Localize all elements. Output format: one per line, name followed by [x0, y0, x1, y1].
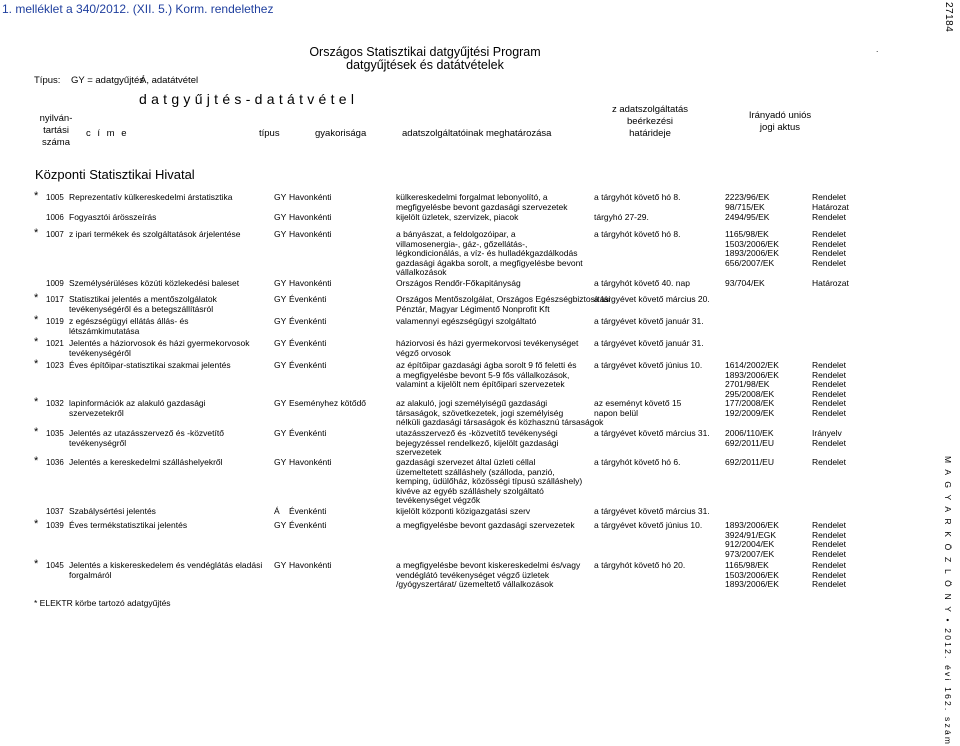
- row-law-type: Rendelet: [812, 212, 847, 222]
- row-law-ref: 1503/2006/EK: [725, 238, 779, 249]
- row-frequency: Havonkénti: [289, 212, 332, 222]
- row-frequency: Havonkénti: [289, 457, 332, 467]
- row-type: GY: [274, 294, 287, 304]
- row-number: 1035: [46, 429, 64, 438]
- row-provider: kijelölt üzletek, szervizek, piacok: [396, 212, 519, 222]
- row-law-ref: 1893/2006/EK: [725, 579, 779, 590]
- row-title: Reprezentatív külkereskedelmi árstatisztika: [69, 192, 233, 202]
- row-law-type: Rendelet: [812, 520, 847, 530]
- col-cime: c í m e: [86, 128, 129, 139]
- row-star-marker: *: [34, 455, 39, 467]
- row-star-marker: *: [34, 227, 39, 239]
- row-provider: tevékenységet végzők: [396, 495, 481, 506]
- row-frequency: Havonkénti: [289, 229, 332, 239]
- row-type: GY: [274, 338, 287, 348]
- row-provider: utazásszervező és -közvetítő tevékenységi: [396, 428, 558, 438]
- row-star-marker: *: [34, 292, 39, 304]
- row-title: Jelentés az utazásszervező és -közvetítő: [69, 428, 224, 438]
- row-law-type: Rendelet: [812, 238, 847, 249]
- row-provider: Országos Mentőszolgálat, Országos Egészségbiztosítási: [396, 294, 611, 304]
- col-meghatarozas: adatszolgáltatóinak meghatározása: [402, 128, 552, 139]
- row-provider: valamennyi egészségügyi szolgáltató: [396, 316, 537, 326]
- row-provider: légkondicionálás, a víz- és hulladékgazdálkodás: [396, 248, 578, 259]
- row-type: GY: [274, 212, 287, 222]
- row-law-type: Rendelet: [812, 257, 847, 268]
- row-law-ref: 1165/98/EK: [725, 229, 769, 239]
- row-law-ref: 2223/96/EK: [725, 192, 770, 202]
- row-law-type: Rendelet: [812, 192, 847, 202]
- row-title: forgalmáról: [69, 569, 112, 580]
- row-deadline: a tárgyévet követő június 10.: [594, 360, 703, 370]
- row-deadline: a tárgyévet követő január 31.: [594, 316, 704, 326]
- row-star-marker: *: [34, 358, 39, 370]
- section-title: Központi Statisztikai Hivatal: [35, 167, 195, 182]
- row-law-type: Rendelet: [812, 579, 847, 590]
- row-law-ref: 2701/98/EK: [725, 379, 770, 390]
- col-jogi-2: jogi aktus: [759, 122, 801, 133]
- row-law-ref: 93/704/EK: [725, 278, 765, 288]
- footnote: * ELEKTR körbe tartozó adatgyűjtés: [34, 598, 171, 608]
- row-provider: vendéglátó tevékenységet végző üzletek: [396, 569, 550, 580]
- row-title: Személysérüléses közúti közlekedési baleset: [69, 278, 240, 288]
- row-title: z ipari termékek és szolgáltatások árjelentése: [69, 229, 241, 239]
- row-deadline: az eseményt követő 15: [594, 398, 682, 408]
- row-provider: a megfigyelésbe bevont 5-9 fős vállalkozások,: [396, 369, 570, 380]
- row-law-type: Rendelet: [812, 529, 847, 540]
- row-number: 1017: [46, 295, 64, 304]
- row-number: 1019: [46, 317, 64, 326]
- row-title: Éves termékstatisztikai jelentés: [69, 520, 188, 530]
- row-title: Éves építőipar-statisztikai szakmai jelentés: [69, 360, 231, 370]
- row-type: Á: [274, 506, 280, 516]
- row-frequency: Havonkénti: [289, 560, 332, 570]
- row-law-ref: 692/2011/EU: [725, 457, 774, 467]
- row-law-ref: 973/2007/EK: [725, 548, 775, 559]
- row-deadline: a tárgyhót követő hó 8.: [594, 229, 681, 239]
- row-deadline: a tárgyévet követő március 31.: [594, 428, 710, 438]
- row-type: GY: [274, 278, 287, 288]
- row-provider: végző orvosok: [396, 347, 451, 358]
- col-jogi-1: Irányadó uniós: [748, 110, 812, 121]
- row-title: Fogyasztói árösszeírás: [69, 212, 157, 222]
- row-title: z egészségügyi ellátás állás- és: [69, 316, 189, 326]
- col-nyilv-1: nyilván-: [39, 113, 73, 124]
- row-type: GY: [274, 560, 287, 570]
- row-title: létszámkimutatása: [69, 325, 140, 336]
- col-hatarido-3: határideje: [629, 128, 671, 139]
- row-law-ref: 912/2004/EK: [725, 539, 775, 550]
- row-number: 1021: [46, 339, 64, 348]
- row-star-marker: *: [34, 190, 39, 202]
- col-hatarido-2: beérkezési: [627, 116, 673, 127]
- row-title: szervezetekről: [69, 407, 124, 418]
- row-provider: a megfigyelésbe bevont kiskereskedelmi és/vagy: [396, 560, 581, 570]
- row-law-ref: 177/2008/EK: [725, 398, 775, 408]
- dot-mark: .: [876, 44, 879, 54]
- row-number: 1006: [46, 213, 64, 222]
- row-provider: Pénztár, Magyar Légimentő Nonprofit Kft: [396, 303, 550, 314]
- row-type: GY: [274, 192, 287, 202]
- row-type: GY: [274, 229, 287, 239]
- row-law-type: Rendelet: [812, 569, 847, 580]
- row-title: tevékenységéről és a betegszállításról: [69, 303, 214, 314]
- row-provider: szervezetek: [396, 447, 442, 458]
- row-deadline: a tárgyhót követő hó 6.: [594, 457, 681, 467]
- row-provider: megfigyelésbe bevont gazdasági szervezetek: [396, 201, 568, 212]
- row-type: GY: [274, 398, 287, 408]
- row-law-ref: 1165/98/EK: [725, 560, 769, 570]
- row-number: 1037: [46, 507, 64, 516]
- row-law-ref: 3924/91/EGK: [725, 529, 777, 540]
- row-type: GY: [274, 360, 287, 370]
- row-frequency: Évenkénti: [289, 316, 327, 326]
- row-law-ref: 2494/95/EK: [725, 212, 770, 222]
- row-star-marker: *: [34, 558, 39, 570]
- row-provider: kivéve az egyéb szálláshely szolgáltató: [396, 485, 544, 496]
- row-law-type: Határozat: [812, 201, 849, 212]
- col-tipus: típus: [259, 128, 280, 139]
- row-star-marker: *: [34, 518, 39, 530]
- col-gyakorisag: gyakorisága: [315, 128, 367, 139]
- program-title-line1: Országos Statisztikai datgyűjtési Program: [309, 45, 541, 59]
- row-law-type: Rendelet: [812, 248, 847, 259]
- row-star-marker: *: [34, 336, 39, 348]
- row-frequency: Évenkénti: [289, 520, 327, 530]
- row-law-type: Rendelet: [812, 560, 847, 570]
- row-provider: társaságok, szövetkezetek, jogi személyiség: [396, 407, 564, 418]
- row-law-ref: 1893/2006/EK: [725, 520, 779, 530]
- row-provider: vállalkozások: [396, 267, 447, 278]
- row-law-ref: 1614/2002/EK: [725, 360, 779, 370]
- row-provider: üzemeltetett szálláshely (szálloda, panzió,: [396, 466, 555, 477]
- row-law-ref: 2006/110/EK: [725, 428, 774, 438]
- tipus-label: Típus:: [34, 75, 61, 86]
- row-provider: az alakuló, jogi személyiségű gazdasági: [396, 398, 548, 408]
- row-star-marker: *: [34, 314, 39, 326]
- row-deadline: a tárgyévet követő március 20.: [594, 294, 710, 304]
- row-law-type: Rendelet: [812, 548, 847, 559]
- row-law-type: Rendelet: [812, 457, 847, 467]
- row-number: 1045: [46, 561, 64, 570]
- row-provider: külkereskedelmi forgalmat lebonyolító, a: [396, 192, 548, 202]
- row-law-ref: 98/715/EK: [725, 201, 765, 212]
- side-journal-label: M A G Y A R K Ö Z L Ö N Y • 2012. évi 162. szám: [943, 456, 953, 746]
- tipus-a-legend: Á, adatátvétel: [140, 75, 199, 86]
- row-provider: kemping, üdülőház, közösségi típusú szálláshely): [396, 476, 583, 487]
- row-number: 1007: [46, 230, 64, 239]
- row-law-ref: 1893/2006/EK: [725, 369, 779, 380]
- row-provider: gazdasági szervezet által üzleti céllal: [396, 457, 536, 467]
- row-title: lapinformációk az alakuló gazdasági: [69, 398, 206, 408]
- row-provider: /gyógyszertárat/ üzemeltető vállalkozások: [396, 579, 554, 590]
- row-title: tevékenységéről: [69, 347, 131, 358]
- row-provider: a bányászat, a feldolgozóipar, a: [396, 229, 516, 239]
- row-law-type: Rendelet: [812, 398, 847, 408]
- row-frequency: Évenkénti: [289, 506, 327, 516]
- row-frequency: Eseményhez kötődő: [289, 398, 367, 408]
- row-number: 1032: [46, 399, 64, 408]
- row-law-type: Rendelet: [812, 539, 847, 550]
- row-type: GY: [274, 428, 287, 438]
- row-number: 1005: [46, 193, 64, 202]
- row-frequency: Évenkénti: [289, 360, 327, 370]
- row-star-marker: *: [34, 396, 39, 408]
- row-law-type: Rendelet: [812, 360, 847, 370]
- col-nyilv-3: száma: [42, 137, 70, 148]
- row-provider: háziorvosi és házi gyermekorvosi tevékenységet: [396, 338, 579, 348]
- row-law-ref: 692/2011/EU: [725, 437, 774, 448]
- row-provider: gazdasági ágakba sorolt, a megfigyelésbe bevont: [396, 257, 583, 268]
- program-title-line2: datgyűjtések és datátvételek: [346, 58, 504, 72]
- row-law-ref: 192/2009/EK: [725, 407, 775, 418]
- row-number: 1023: [46, 361, 64, 370]
- row-title: Jelentés a kereskedelmi szálláshelyekről: [69, 457, 223, 467]
- row-law-type: Irányelv: [812, 428, 842, 438]
- row-deadline: a tárgyhót követő 40. nap: [594, 278, 690, 288]
- row-deadline: tárgyhó 27-29.: [594, 212, 649, 222]
- row-provider: az építőipar gazdasági ágba sorolt 9 fő feletti és: [396, 360, 577, 370]
- row-law-ref: 295/2008/EK: [725, 388, 775, 399]
- row-law-type: Rendelet: [812, 388, 847, 399]
- row-number: 1036: [46, 458, 64, 467]
- row-title: tevékenységről: [69, 437, 127, 448]
- row-provider: Országos Rendőr-Főkapitányság: [396, 278, 521, 288]
- row-law-type: Rendelet: [812, 407, 847, 418]
- row-law-ref: 1893/2006/EK: [725, 248, 779, 259]
- tipus-gy-legend: GY = adatgyűjtés: [71, 75, 144, 86]
- row-deadline: a tárgyévet követő június 10.: [594, 520, 703, 530]
- row-provider: valamint a kijelölt nem építőipari szervezetek: [396, 379, 565, 390]
- row-frequency: Havonkénti: [289, 192, 332, 202]
- row-title: Jelentés a kiskereskedelem és vendéglátás eladási: [69, 560, 263, 570]
- row-frequency: Évenkénti: [289, 428, 327, 438]
- row-deadline: a tárgyévet követő március 31.: [594, 506, 710, 516]
- row-type: GY: [274, 520, 287, 530]
- row-law-type: Rendelet: [812, 229, 847, 239]
- row-title: Jelentés a háziorvosok és házi gyermekorvosok: [69, 338, 250, 348]
- row-frequency: Évenkénti: [289, 338, 327, 348]
- row-law-ref: 656/2007/EK: [725, 257, 775, 268]
- row-title: Statisztikai jelentés a mentőszolgálatok: [69, 294, 217, 304]
- row-law-type: Rendelet: [812, 379, 847, 390]
- row-title: Szabálysértési jelentés: [69, 506, 156, 516]
- row-deadline: a tárgyévet követő január 31.: [594, 338, 704, 348]
- row-deadline: a tárgyhót követő hó 20.: [594, 560, 686, 570]
- page-number: 27184: [943, 2, 954, 33]
- row-number: 1009: [46, 279, 64, 288]
- col-nyilv-2: tartási: [43, 125, 69, 136]
- row-deadline: a tárgyhót követő hó 8.: [594, 192, 681, 202]
- row-frequency: Havonkénti: [289, 278, 332, 288]
- row-provider: villamosenergia-, gáz-, gőzellátás-,: [396, 238, 528, 249]
- row-law-type: Rendelet: [812, 369, 847, 380]
- row-provider: bejegyzéssel rendelkező, kijelölt gazdasági: [396, 437, 559, 448]
- col-spaced-title: d a t g y ű j t é s - d a t á t v é t e l: [139, 91, 355, 107]
- row-number: 1039: [46, 521, 64, 530]
- document-heading: 1. melléklet a 340/2012. (XII. 5.) Korm. rendelethez: [2, 2, 274, 16]
- row-provider: nélküli gazdasági társaságok és közhasznú társaságok: [396, 417, 604, 428]
- row-law-ref: 1503/2006/EK: [725, 569, 779, 580]
- row-frequency: Évenkénti: [289, 294, 327, 304]
- row-law-type: Rendelet: [812, 437, 847, 448]
- row-type: GY: [274, 457, 287, 467]
- row-provider: kijelölt központi közigazgatási szerv: [396, 506, 531, 516]
- row-law-type: Határozat: [812, 278, 849, 288]
- row-type: GY: [274, 316, 287, 326]
- col-hatarido-1: z adatszolgáltatás: [611, 104, 689, 115]
- row-star-marker: *: [34, 426, 39, 438]
- row-provider: a megfigyelésbe bevont gazdasági szervezetek: [396, 520, 575, 530]
- row-deadline: napon belül: [594, 407, 638, 418]
